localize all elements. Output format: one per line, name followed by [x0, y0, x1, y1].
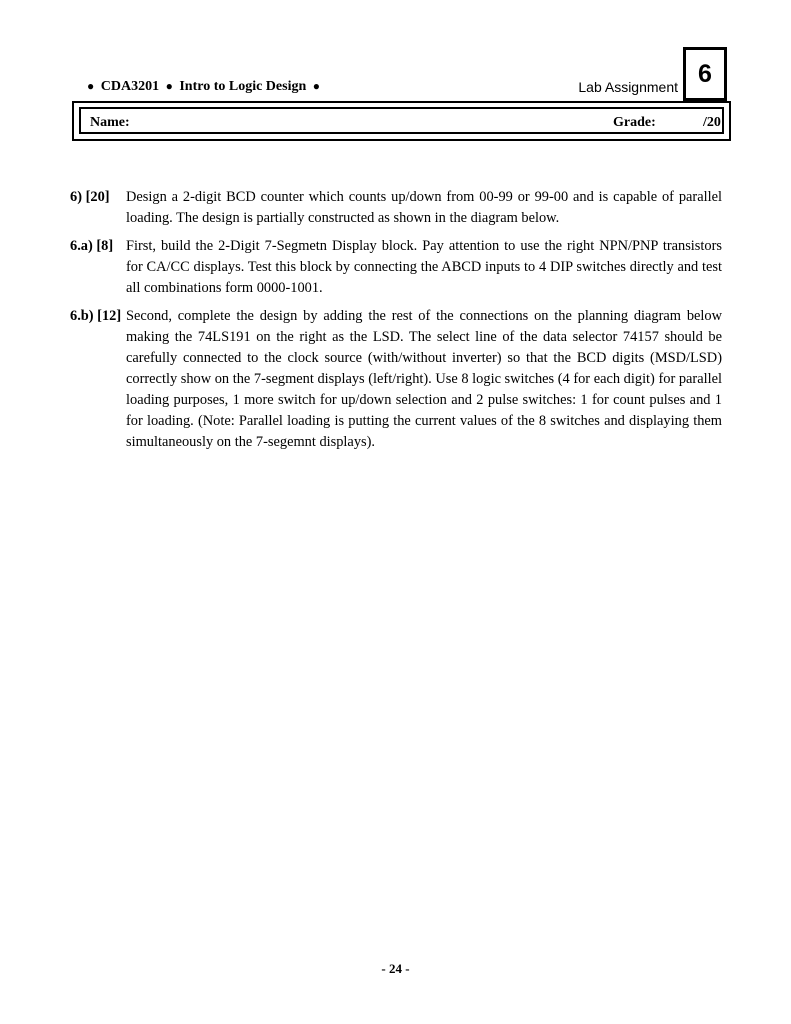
- page-header: [76, 74, 678, 102]
- course-subtitle: Intro to Logic Design: [179, 79, 307, 94]
- question-label: 6.b) [12]: [70, 308, 122, 324]
- assignment-content: [70, 187, 722, 460]
- question-text: First, build the 2-Digit 7-Segmetn Display block. Pay attention to use the right NPN/PNP transistors for CA/CC displays. Test this block by connecting the ABCD inputs to 4 DIP switches directly and test all combinations form 0000-1001.: [126, 238, 722, 296]
- question-label: 6.a) [8]: [70, 238, 114, 254]
- question-6: [70, 187, 722, 229]
- question-text: Second, complete the design by adding the rest of the connections on the planning diagram below making the 74LS191 on the right as the LSD. The select line of the data selector 74157 should be carefully connected to the clock source (with/without inverter) so that the BCD digits (MSD/LSD) correctly show on the 7-segment displays (left/right). Use 8 logic switches (4 for each digit) for parallel loading purposes, 1 more switch for up/down selection and 2 pulse switches: 1 for count pulses and 1 for loading. (Note: Parallel loading is putting the current values of the 8 switches and displaying them simultaneously on the 7-segemnt displays).: [126, 308, 722, 450]
- name-label: Name:: [90, 115, 130, 130]
- question-6a: [70, 236, 722, 299]
- lab-number: 6: [698, 59, 712, 88]
- page-number: - 24 -: [381, 961, 410, 976]
- name-grade-bar: [72, 101, 731, 141]
- bullet-icon: ●: [165, 79, 173, 93]
- question-text: Design a 2-digit BCD counter which counts up/down from 00-99 or 99-00 and is capable of parallel loading. The design is partially constructed as shown in the diagram below.: [126, 189, 722, 226]
- lab-number-box: [683, 47, 727, 101]
- bullet-icon: ●: [87, 79, 95, 93]
- question-6b: [70, 306, 722, 453]
- course-title: [84, 79, 323, 95]
- lab-assignment-label: Lab Assignment: [578, 79, 678, 95]
- name-grade-inner-frame: [79, 107, 724, 134]
- question-label: 6) [20]: [70, 189, 110, 205]
- grade-total: /20: [703, 115, 721, 130]
- grade-label: Grade:: [613, 115, 656, 130]
- bullet-icon: ●: [312, 79, 321, 93]
- course-code: CDA3201: [100, 79, 160, 94]
